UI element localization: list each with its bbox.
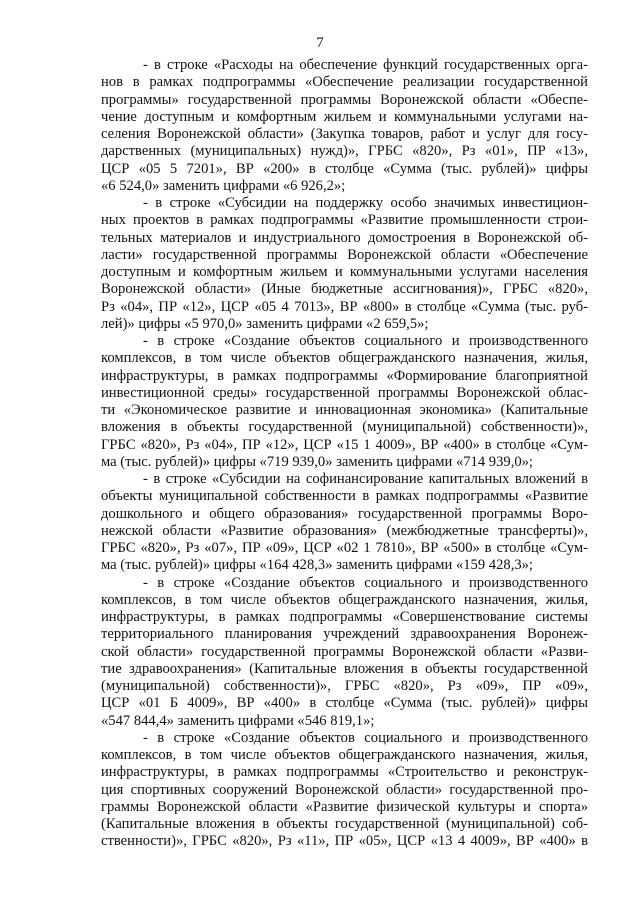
text-line: ственности)», ГРБС «820», Рз «11», ПР «05», ЦСР «13 4 4009», ВР «400» в (101, 833, 588, 850)
text-line: ГРБС «820», Рз «04», ПР «12», ЦСР «15 1 4009», ВР «400» в столбце «Сум- (101, 436, 588, 453)
text-line: «547 844,4» заменить цифрами «546 819,1»; (101, 712, 375, 729)
text-line: «6 524,0» заменить цифрами «6 926,2»; (101, 177, 346, 194)
paragraph-sports-facilities (101, 730, 588, 851)
text-line: инфраструктуры, в рамках подпрограммы «Формирование благоприятной (101, 367, 588, 384)
paragraph-education-cofinancing (101, 471, 588, 575)
paragraph-investment-climate (101, 333, 588, 471)
text-line: (Капитальные вложения в объекты государственной (муниципальной) соб- (101, 816, 588, 832)
text-line: ЦСР «05 5 7201», ВР «200» в столбце «Сумма (тыс. рублей)» цифры (101, 160, 588, 177)
text-line: комплексов, в том числе объектов общегражданского назначения, жилья, (101, 350, 588, 367)
text-line: - в строке «Субсидии на софинансирование капитальных вложений в (143, 471, 588, 487)
text-line: комплексов, в том числе объектов общегражданского назначения, жилья, (101, 747, 588, 763)
text-line: ция спортивных сооружений Воронежской области» государственной про- (101, 781, 588, 798)
text-line: - в строке «Создание объектов социального и производственного (143, 574, 588, 591)
text-line: программы» государственной программы Воронежской области «Обеспе- (101, 91, 588, 108)
text-line: Воронежской области» (Иные бюджетные ассигнования)», ГРБС «820», (101, 281, 588, 298)
text-line: нежской области «Развитие образования» (межбюджетные трансферты)», (101, 522, 588, 539)
text-line: нов в рамках подпрограммы «Обеспечение реализации государственной (101, 74, 588, 91)
text-line: (муниципальной) собственности)», ГРБС «820», Рз «09», ПР «09», (101, 678, 588, 694)
text-line: ма (тыс. рублей)» цифры «164 428,3» заменить цифрами «159 428,3»; (101, 557, 533, 574)
text-line: - в строке «Расходы на обеспечение функций государственных орга- (143, 57, 588, 73)
text-line: ласти» государственной программы Воронежской области «Обеспечение (101, 246, 588, 263)
text-line: Рз «04», ПР «12», ЦСР «05 4 7013», ВР «800» в столбце «Сумма (тыс. руб- (101, 298, 588, 315)
page-number: 7 (316, 35, 324, 51)
paragraph-investment-subsidies (101, 195, 588, 333)
text-line: граммы Воронежской области «Развитие физической культуры и спорта» (101, 798, 588, 815)
text-line: - в строке «Создание объектов социального и производственного (143, 333, 588, 349)
text-line: - в строке «Субсидии на поддержку особо значимых инвестицион- (143, 195, 588, 211)
text-line: селения Воронежской области» (Закупка товаров, работ и услуг для госу- (101, 126, 588, 142)
text-line: - в строке «Создание объектов социального и производственного (143, 729, 588, 746)
text-line: ской области» государственной программы Воронежской области «Разви- (101, 643, 588, 660)
text-line: комплексов, в том числе объектов общегражданского назначения, жилья, (101, 591, 588, 608)
text-line: тие здравоохранения» (Капитальные вложения в объекты государственной (101, 660, 588, 677)
text-line: ГРБС «820», Рз «07», ПР «09», ЦСР «02 1 7810», ВР «500» в столбце «Сум- (101, 540, 588, 556)
text-line: лей)» цифры «5 970,0» заменить цифрами «2 659,5»; (101, 315, 429, 332)
text-line: ти «Экономическое развитие и инновационная экономика» (Капитальные (101, 402, 588, 418)
text-line: вложения в объекты государственной (муниципальной) собственности)», (101, 419, 588, 436)
text-line: территориального планирования учреждений здравоохранения Воронеж- (101, 626, 588, 643)
text-line: инвестиционной среды» государственной программы Воронежской облас- (101, 384, 588, 401)
text-line: ных проектов в рамках подпрограммы «Развитие промышленности строи- (101, 212, 588, 229)
text-line: инфраструктуры, в рамках подпрограммы «Совершенствование системы (101, 609, 588, 625)
text-line: ма (тыс. рублей)» цифры «719 939,0» заменить цифрами «714 939,0»; (101, 453, 533, 470)
text-line: объекты муниципальной собственности в рамках подпрограммы «Развитие (101, 488, 588, 505)
paragraph-expenses-state-bodies (101, 57, 588, 195)
document-body (101, 57, 588, 851)
text-line: дошкольного и общего образования» государственной программы Воро- (101, 505, 588, 522)
text-line: дарственных (муниципальных) нужд)», ГРБС «820», Рз «01», ПР «13», (101, 143, 588, 160)
paragraph-healthcare-planning (101, 575, 588, 730)
text-line: инфраструктуры, в рамках подпрограммы «Строительство и реконструк- (101, 764, 588, 781)
text-line: тельных материалов и индустриального домостроения в Воронежской об- (101, 229, 588, 246)
text-line: доступным и комфортным жильем и коммунальными услугами населения (101, 264, 588, 280)
text-line: ЦСР «01 Б 4009», ВР «400» в столбце «Сумма (тыс. рублей)» цифры (101, 695, 588, 712)
text-line: чение доступным и комфортным жильем и коммунальными услугами на- (101, 108, 588, 125)
